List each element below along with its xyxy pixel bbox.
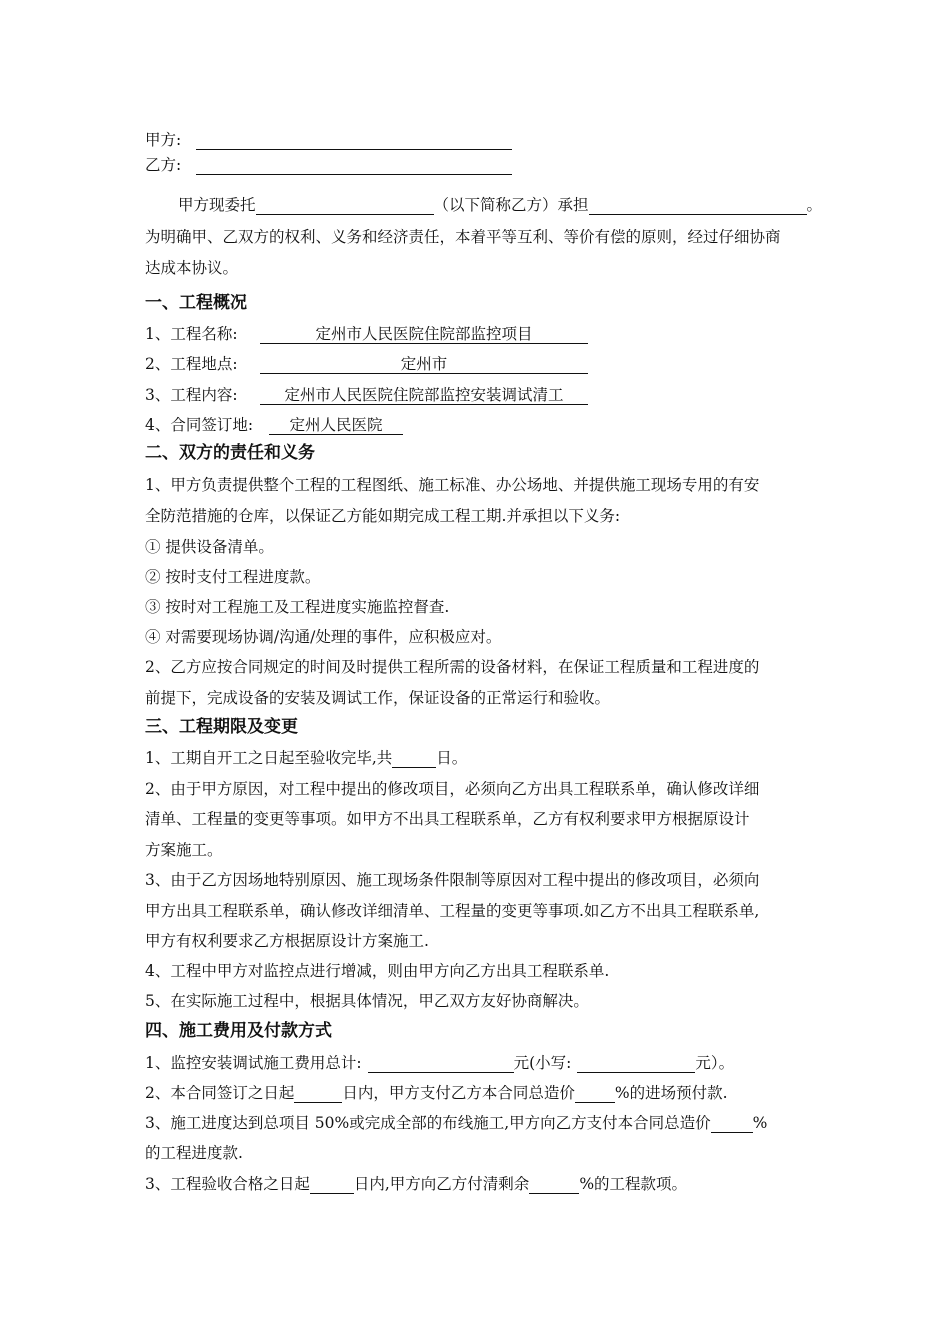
- intro-text: 甲方现委托: [178, 196, 256, 214]
- payment-text: %的工程款项。: [579, 1175, 688, 1193]
- advance-percent-blank: [575, 1084, 615, 1103]
- intro-text: （以下简称乙方）承担: [433, 196, 589, 214]
- party-b-line: [145, 155, 512, 175]
- entrust-blank: [256, 196, 434, 215]
- project-name-row: [145, 324, 588, 344]
- total-fee-line: [145, 1053, 734, 1073]
- signing-place-row: [145, 415, 403, 435]
- section-3-para: 方案施工。: [145, 841, 223, 859]
- payment-text: 3、施工进度达到总项目 50%或完成全部的布线施工,甲方向乙方支付本合同总造价: [145, 1114, 711, 1132]
- duration-text: 日。: [436, 749, 468, 767]
- fee-text: 元(小写:: [513, 1054, 572, 1072]
- payment-text: %的进场预付款.: [614, 1084, 728, 1102]
- payment-text: 2、本合同签订之日起: [145, 1084, 295, 1102]
- section-3-title: 三、工程期限及变更: [145, 717, 298, 737]
- party-b-blank: [196, 156, 512, 175]
- progress-payment-line: [145, 1113, 767, 1133]
- duration-days-blank: [392, 749, 436, 768]
- intro-line-1: [178, 195, 822, 215]
- payment-text: 日内,甲方向乙方付清剩余: [353, 1175, 530, 1193]
- fee-text: 1、监控安装调试施工费用总计:: [145, 1054, 362, 1072]
- advance-days-blank: [294, 1084, 342, 1103]
- progress-payment-line-2: 的工程进度款.: [145, 1144, 243, 1162]
- intro-line-2: 为明确甲、乙双方的权利、义务和经济责任，本着平等互利、等价有偿的原则，经过仔细协商: [145, 228, 781, 246]
- party-a-line: [145, 130, 512, 150]
- section-3-para: 3、由于乙方因场地特别原因、施工现场条件限制等原因对工程中提出的修改项目，必须向: [145, 871, 760, 889]
- final-days-blank: [310, 1175, 354, 1194]
- signing-place-label: 4、合同签订地:: [145, 416, 254, 434]
- section-3-para: 甲方出具工程联系单，确认修改详细清单、工程量的变更等事项.如乙方不出具工程联系单,: [145, 902, 760, 920]
- duration-text: 1、工期自开工之日起至验收完毕,共: [145, 749, 393, 767]
- section-2-para: 全防范措施的仓库，以保证乙方能如期完成工程工期.并承担以下义务:: [145, 507, 621, 525]
- fee-amount-blank: [368, 1054, 514, 1073]
- section-2-para: 1、甲方负责提供整个工程的工程图纸、施工标准、办公场地、并提供施工现场专用的有安: [145, 476, 760, 494]
- project-content-value: 定州市人民医院住院部监控安装调试清工: [260, 386, 588, 405]
- party-a-label: 甲方:: [145, 131, 182, 149]
- payment-text: 3、工程验收合格之日起: [145, 1175, 310, 1193]
- section-3-para: 5、在实际施工过程中，根据具体情况，甲乙双方友好协商解决。: [145, 992, 589, 1010]
- section-2-para: 前提下，完成设备的安装及调试工作，保证设备的正常运行和验收。: [145, 689, 611, 707]
- obligation-item: ② 按时支付工程进度款。: [145, 568, 321, 586]
- project-location-value: 定州市: [260, 355, 588, 374]
- project-location-label: 2、工程地点:: [145, 355, 238, 373]
- fee-lowercase-blank: [577, 1054, 695, 1073]
- section-3-para: 甲方有权利要求乙方根据原设计方案施工.: [145, 932, 429, 950]
- project-name-value: 定州市人民医院住院部监控项目: [260, 325, 588, 344]
- section-3-para: 清单、工程量的变更等事项。如甲方不出具工程联系单，乙方有权利要求甲方根据原设计: [145, 810, 750, 828]
- intro-text: 。: [806, 196, 823, 214]
- obligation-item: ④ 对需要现场协调/沟通/处理的事件，应积极应对。: [145, 628, 502, 646]
- progress-percent-blank: [711, 1114, 753, 1133]
- project-location-row: [145, 354, 588, 374]
- section-2-para: 2、乙方应按合同规定的时间及时提供工程所需的设备材料，在保证工程质量和工程进度的: [145, 658, 760, 676]
- project-content-label: 3、工程内容:: [145, 386, 238, 404]
- section-4-title: 四、施工费用及付款方式: [145, 1021, 332, 1041]
- duration-line: [145, 748, 467, 768]
- party-a-blank: [196, 131, 512, 150]
- project-name-label: 1、工程名称:: [145, 325, 238, 343]
- signing-place-value: 定州人民医院: [269, 416, 403, 435]
- section-3-para: 4、工程中甲方对监控点进行增减，则由甲方向乙方出具工程联系单.: [145, 962, 610, 980]
- payment-text: 日内，甲方支付乙方本合同总造价: [342, 1084, 575, 1102]
- section-3-para: 2、由于甲方原因，对工程中提出的修改项目，必须向乙方出具工程联系单，确认修改详细: [145, 780, 760, 798]
- project-content-row: [145, 385, 588, 405]
- advance-payment-line: [145, 1083, 728, 1103]
- party-b-label: 乙方:: [145, 156, 182, 174]
- section-2-title: 二、双方的责任和义务: [145, 443, 315, 463]
- obligation-item: ① 提供设备清单。: [145, 538, 274, 556]
- undertake-blank: [589, 196, 807, 215]
- fee-text: 元）。: [695, 1054, 735, 1072]
- obligation-item: ③ 按时对工程施工及工程进度实施监控督查.: [145, 598, 450, 616]
- final-payment-line: [145, 1174, 687, 1194]
- payment-text: %: [752, 1114, 768, 1132]
- intro-line-3: 达成本协议。: [145, 259, 239, 277]
- final-percent-blank: [529, 1175, 579, 1194]
- section-1-title: 一、工程概况: [145, 293, 247, 313]
